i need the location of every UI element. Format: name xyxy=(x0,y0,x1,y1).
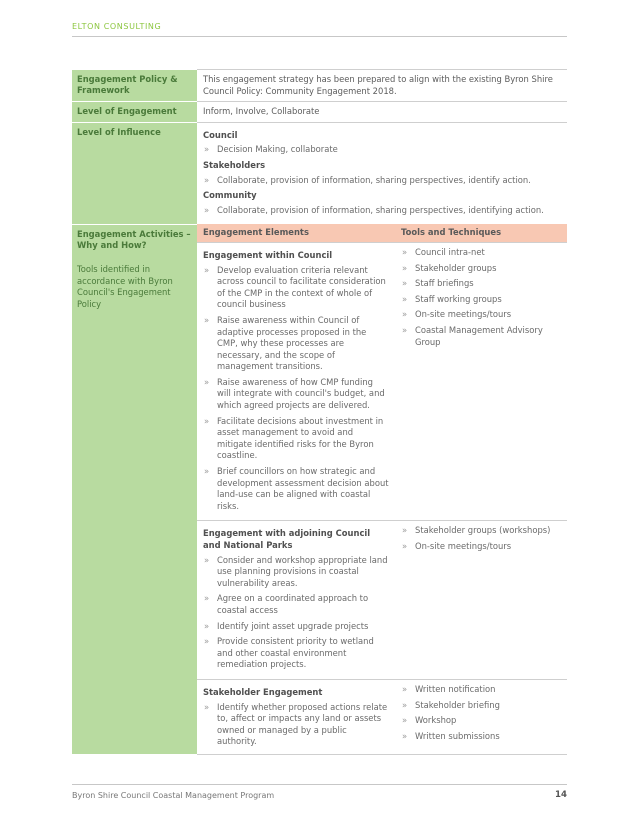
list-item: » Workshop xyxy=(401,715,561,727)
influence-heading-community: Community xyxy=(203,190,257,201)
list-item: » Stakeholder groups xyxy=(401,263,561,275)
footer-title: Byron Shire Council Coastal Management Program xyxy=(72,791,275,800)
influence-heading-council: Council xyxy=(203,129,238,140)
row-label: Engagement Policy & Framework xyxy=(72,70,197,102)
column-header-elements: Engagement Elements xyxy=(197,224,395,242)
tools-cell xyxy=(395,679,567,754)
list-item: » Brief councillors on how strategic and development assessment decision about land-use can be aligned with coastal risks. xyxy=(203,466,389,512)
list-item: » On-site meetings/tours xyxy=(401,541,561,553)
activities-note: Tools identified in accordance with Byron Council's Engagement Policy xyxy=(77,264,173,309)
section-heading: Stakeholder Engagement xyxy=(203,686,323,697)
row-content: Inform, Involve, Collaborate xyxy=(197,102,567,123)
list-item: » Identify joint asset upgrade projects xyxy=(203,621,389,633)
list-item: » Agree on a coordinated approach to coastal access xyxy=(203,593,389,616)
row-content: This engagement strategy has been prepared to align with the existing Byron Shire Council Policy: Community Engagement 2018. xyxy=(197,70,567,102)
list-item: » On-site meetings/tours xyxy=(401,309,561,321)
row-label xyxy=(72,224,197,754)
row-content xyxy=(197,122,567,224)
list-item: » Develop evaluation criteria relevant across council to facilitate consideration of the CMP in the context of whole of council business xyxy=(203,265,389,311)
list-item: » Identify whether proposed actions relate to, affect or impacts any land or assets owned or managed by a public authority. xyxy=(203,702,389,748)
list-item: » Council intra-net xyxy=(401,247,561,259)
list-item: » Staff working groups xyxy=(401,294,561,306)
list-item: » Stakeholder groups (workshops) xyxy=(401,525,561,537)
list-item: » Staff briefings xyxy=(401,278,561,290)
list-item: » Consider and workshop appropriate land use planning provisions in coastal vulnerability areas. xyxy=(203,555,389,590)
table-row xyxy=(72,224,567,242)
list-item: » Decision Making, collaborate xyxy=(203,144,561,156)
elements-cell xyxy=(197,521,395,680)
activities-label: Engagement Activities – Why and How? xyxy=(77,228,191,251)
section-heading: Engagement within Council xyxy=(203,249,333,260)
elements-cell xyxy=(197,679,395,754)
table-row xyxy=(72,102,567,123)
engagement-table xyxy=(72,69,567,755)
footer-divider xyxy=(72,784,567,785)
list-item: » Raise awareness within Council of adaptive processes proposed in the CMP, why these processes are necessary, and the scope of management transitions. xyxy=(203,315,389,373)
header-divider xyxy=(72,36,567,37)
section-heading: Engagement with adjoining Council and National Parks xyxy=(203,528,371,550)
list-item: » Collaborate, provision of information, sharing perspectives, identify action. xyxy=(203,175,561,187)
elements-cell xyxy=(197,242,395,520)
table-row xyxy=(72,70,567,102)
list-item: » Collaborate, provision of information, sharing perspectives, identifying action. xyxy=(203,205,561,217)
row-label: Level of Engagement xyxy=(72,102,197,123)
column-header-tools: Tools and Techniques xyxy=(395,224,567,242)
tools-cell xyxy=(395,242,567,520)
list-item: » Coastal Management Advisory Group xyxy=(401,325,561,348)
header-brand: ELTON CONSULTING xyxy=(72,22,162,31)
list-item: » Provide consistent priority to wetland and other coastal environment remediation projects. xyxy=(203,636,389,671)
tools-cell xyxy=(395,521,567,680)
influence-heading-stakeholders: Stakeholders xyxy=(203,159,266,170)
list-item: » Written submissions xyxy=(401,731,561,743)
list-item: » Facilitate decisions about investment in asset management to avoid and mitigate identified risks for the Byron coastline. xyxy=(203,416,389,462)
list-item: » Raise awareness of how CMP funding will integrate with council's budget, and which agreed projects are delivered. xyxy=(203,377,389,412)
table-row xyxy=(72,122,567,224)
list-item: » Written notification xyxy=(401,684,561,696)
row-label: Level of Influence xyxy=(72,122,197,224)
list-item: » Stakeholder briefing xyxy=(401,700,561,712)
page-number: 14 xyxy=(555,790,567,800)
